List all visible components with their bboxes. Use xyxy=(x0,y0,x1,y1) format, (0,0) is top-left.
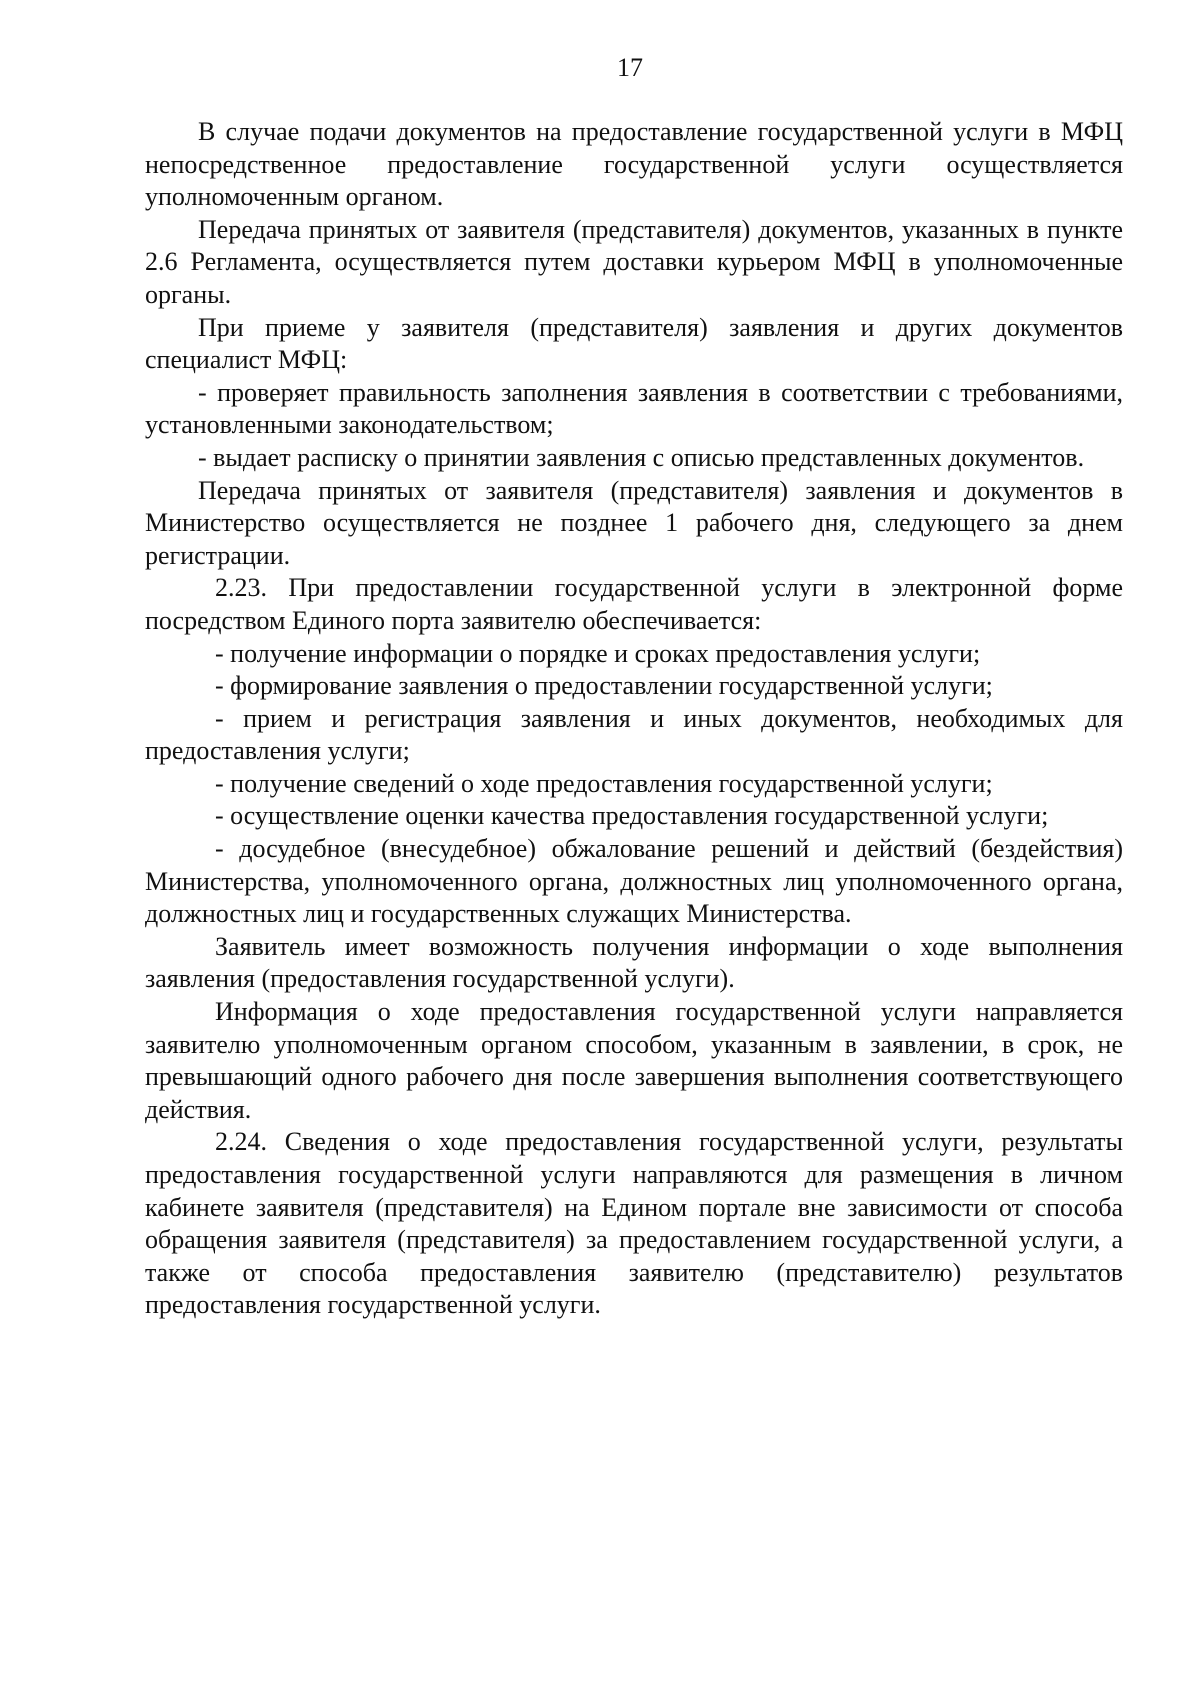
list-item-application-forming: - формирование заявления о предоставлении государственной услуги; xyxy=(215,671,993,701)
paragraph-mfc-specialist: При приеме у заявителя (представителя) заявления и других документов специалист МФЦ: xyxy=(145,312,1123,375)
paragraph-information-delivery: Информация о ходе предоставления государственной услуги направляется заявителю уполномоченным органом способом, указанным в заявлении, в срок, не превышающий одного рабочего дня после завершения выполнения соответствующего действия. xyxy=(145,997,1123,1124)
list-item-issues-receipt: - выдает расписку о принятии заявления с описью представленных документов. xyxy=(198,442,1085,472)
document-body xyxy=(145,116,1123,1322)
paragraph-mfc-service: В случае подачи документов на предоставление государственной услуги в МФЦ непосредственное предоставление государственной услуги осуществляется уполномоченным органом. xyxy=(145,117,1123,212)
list-item-appeal: - досудебное (внесудебное) обжалование решений и действий (бездействия) Министерства, уполномоченного органа, должностных лиц уполномоченного органа, должностных лиц и государственных служащих Министерства. xyxy=(145,834,1123,929)
paragraph-transfer-deadline: Передача принятых от заявителя (представителя) заявления и документов в Министерство осуществляется не позднее 1 рабочего дня, следующего за днем регистрации. xyxy=(145,475,1123,570)
list-item-information: - получение информации о порядке и сроках предоставления услуги; xyxy=(215,638,981,668)
list-item-checks-application: - проверяет правильность заполнения заявления в соответствии с требованиями, установленными законодательством; xyxy=(145,377,1123,440)
paragraph-document-transfer: Передача принятых от заявителя (представителя) документов, указанных в пункте 2.6 Регламента, осуществляется путем доставки курьером МФЦ в уполномоченные органы. xyxy=(145,214,1123,309)
list-item-status-info: - получение сведений о ходе предоставления государственной услуги; xyxy=(215,768,993,798)
paragraph-applicant-information: Заявитель имеет возможность получения информации о ходе выполнения заявления (предоставления государственной услуги). xyxy=(145,931,1123,994)
paragraph-section-2-23: 2.23. При предоставлении государственной услуги в электронной форме посредством Единого порта заявителю обеспечивается: xyxy=(145,573,1123,635)
list-item-quality-assessment: - осуществление оценки качества предоставления государственной услуги; xyxy=(215,801,1049,831)
page-number: 17 xyxy=(617,53,643,82)
list-item-registration: - прием и регистрация заявления и иных документов, необходимых для предоставления услуги; xyxy=(145,703,1123,766)
paragraph-section-2-24: 2.24. Сведения о ходе предоставления государственной услуги, результаты предоставления государственной услуги направляются для размещения в личном кабинете заявителя (представителя) на Едином портале вне зависимости от способа обращения заявителя (представителя) за предоставлением государственной услуги, а также от способа предоставления заявителю (представителю) результатов предоставления государственной услуги. xyxy=(145,1127,1123,1320)
